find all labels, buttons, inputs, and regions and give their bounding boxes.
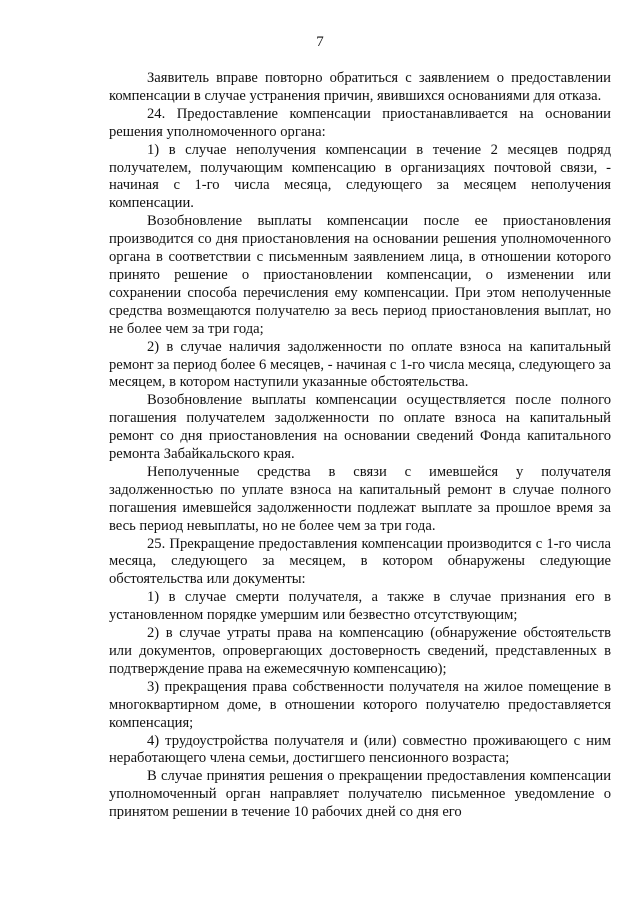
paragraph-item-24: 24. Предоставление компенсации приостанавливается на основании решения уполномоченного органа: xyxy=(109,105,611,140)
paragraph-reapply: Заявитель вправе повторно обратиться с заявлением о предоставлении компенсации в случае устранения причин, явившихся основаниями для отказа. xyxy=(109,70,611,104)
paragraph-24-1: 1) в случае неполучения компенсации в течение 2 месяцев подряд получателем, получающим компенсацию в организациях почтовой связи, - начиная с 1-го числа месяца, следующего за месяцем неполучения компенсации. xyxy=(109,141,611,212)
paragraph-item-25: 25. Прекращение предоставления компенсации производится с 1-го числа месяца, следующего за месяцем, в котором обнаружены следующие обстоятельства или документы: xyxy=(109,535,611,588)
paragraph-unpaid-funds: Неполученные средства в связи с имевшейся у получателя задолженностью по уплате взноса на капитальный ремонт в случае полного погашения имевшейся задолженности подлежат выплате за прошлое время за весь период невыплаты, но не более чем за три года. xyxy=(109,463,611,534)
paragraph-25-3: 3) прекращения права собственности получателя на жилое помещение в многоквартирном доме, в отношении которого получателю предоставляется компенсация; xyxy=(109,678,611,731)
page-number: 7 xyxy=(316,34,324,50)
paragraph-resume-debt: Возобновление выплаты компенсации осуществляется после полного погашения получателем задолженности по оплате взноса на капитальный ремонт со дня приостановления на основании сведений Фонда капитального ремонта Забайкальского края. xyxy=(109,392,611,463)
paragraph-termination-notice: В случае принятия решения о прекращении предоставления компенсации уполномоченный орган направляет получателю письменное уведомление о принятом решении в течение 10 рабочих дней со дня его xyxy=(109,768,611,821)
paragraph-25-4: 4) трудоустройства получателя и (или) совместно проживающего с ним неработающего члена семьи, достигшего пенсионного возраста; xyxy=(109,732,611,767)
paragraph-24-2: 2) в случае наличия задолженности по оплате взноса на капитальный ремонт за период более 6 месяцев, - начиная с 1-го числа месяца, следующего за месяцем, в котором наступили указанные обстоятельства. xyxy=(109,338,611,391)
paragraph-25-2: 2) в случае утраты права на компенсацию (обнаружение обстоятельств или документов, опровергающих достоверность сведений, представленных в подтверждение права на ежемесячную компенсацию); xyxy=(109,625,611,677)
paragraph-resume-postal: Возобновление выплаты компенсации после ее приостановления производится со дня приостановления на основании решения уполномоченного органа в соответствии с письменным заявлением лица, в отношении которого принято решение о приостановлении компенсации, о изменении или сохранении способа перечисления ему компенсации. При этом неполученные средства возмещаются получателю за весь период приостановления выплат, но не более чем за три года; xyxy=(109,213,611,337)
document-body xyxy=(109,70,611,822)
paragraph-25-1: 1) в случае смерти получателя, а также в случае признания его в установленном порядке умершим или безвестно отсутствующим; xyxy=(109,589,611,624)
